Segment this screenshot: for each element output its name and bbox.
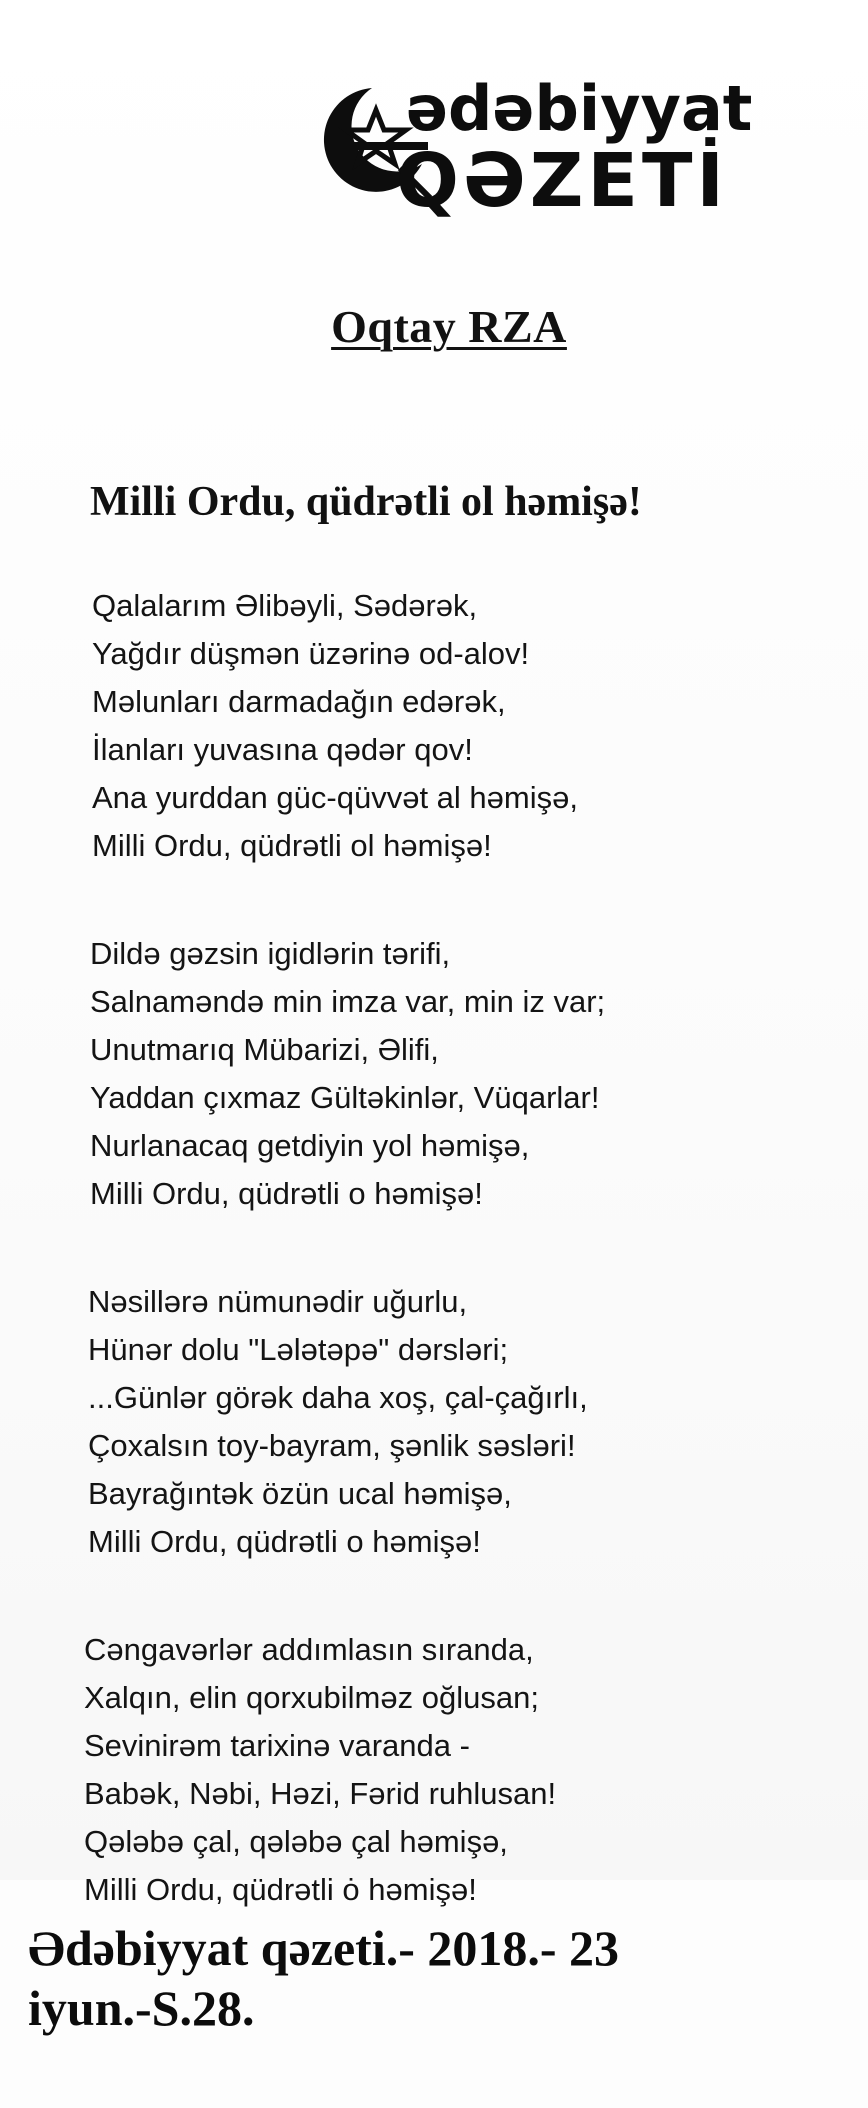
- poem-line: ...Günlər görək daha xoş, çal-çağırlı,: [88, 1380, 588, 1415]
- poem-line: Nurlanacaq getdiyin yol həmişə,: [90, 1128, 530, 1163]
- author-block: [0, 300, 868, 353]
- citation-line-1: Ədəbiyyat qəzeti.- 2018.- 23: [28, 1920, 620, 1976]
- poem-line: Dildə gəzsin igidlərin tərifi,: [90, 936, 451, 971]
- poem-line: Milli Ordu, qüdrətli ol həmişə!: [92, 828, 492, 863]
- source-citation: [28, 1918, 828, 2038]
- masthead-word-1: ədəbiyyat: [406, 72, 753, 145]
- poem-line: Unutmarıq Mübarizi, Əlifi,: [90, 1032, 439, 1067]
- poem-line: Məlunları darmadağın edərək,: [92, 684, 506, 719]
- stanza: [88, 1278, 732, 1566]
- poem-line: Xalqın, elin qorxubilməz oğlusan;: [84, 1680, 539, 1715]
- poem-line: Salnaməndə min imza var, min iz var;: [90, 984, 606, 1019]
- poem-line: Çoxalsın toy-bayram, şənlik səsləri!: [88, 1428, 576, 1463]
- newspaper-masthead: [310, 68, 770, 218]
- poem-line: Yaddan çıxmaz Gültəkinlər, Vüqarlar!: [90, 1080, 600, 1115]
- poem-line: Cəngavərlər addımlasın sıranda,: [84, 1632, 534, 1667]
- poem-line: Qələbə çal, qələbə çal həmişə,: [84, 1824, 508, 1859]
- poem-line: Hünər dolu "Lələtəpə" dərsləri;: [88, 1332, 509, 1367]
- stanza: [84, 1626, 732, 1914]
- poem-line: Qalalarım Əlibəyli, Sədərək,: [92, 588, 478, 623]
- poem-line: Milli Ordu, qüdrətli o həmişə!: [88, 1524, 481, 1559]
- poem-line: Yağdır düşmən üzərinə od-alov!: [92, 636, 530, 671]
- poem-line: Bayrağıntək özün ucal həmişə,: [88, 1476, 512, 1511]
- poem-title: Milli Ordu, qüdrətli ol həmişə!: [90, 479, 642, 525]
- poem-line: İlanları yuvasına qədər qov!: [92, 732, 473, 767]
- masthead-word-2: QƏZETİ: [396, 138, 728, 218]
- poem-line: Sevinirəm tarixinə varanda -: [84, 1728, 470, 1763]
- citation-line-2: iyun.-S.28.: [28, 1980, 255, 2036]
- poem-line: Babək, Nəbi, Həzi, Fərid ruhlusan!: [84, 1776, 557, 1811]
- stanza: [92, 582, 732, 870]
- stanza: [90, 930, 732, 1218]
- poem-line: Milli Ordu, qüdrətli ȯ həmişə!: [84, 1872, 477, 1907]
- author-name: Oqtay RZA: [331, 301, 567, 352]
- poem-line: Milli Ordu, qüdrətli o həmişə!: [90, 1176, 483, 1211]
- poem-line: Ana yurddan güc-qüvvət al həmişə,: [92, 780, 578, 815]
- masthead-logo: [310, 68, 770, 218]
- poem-body: [84, 582, 732, 1974]
- poem-line: Nəsillərə nümunədir uğurlu,: [88, 1284, 468, 1319]
